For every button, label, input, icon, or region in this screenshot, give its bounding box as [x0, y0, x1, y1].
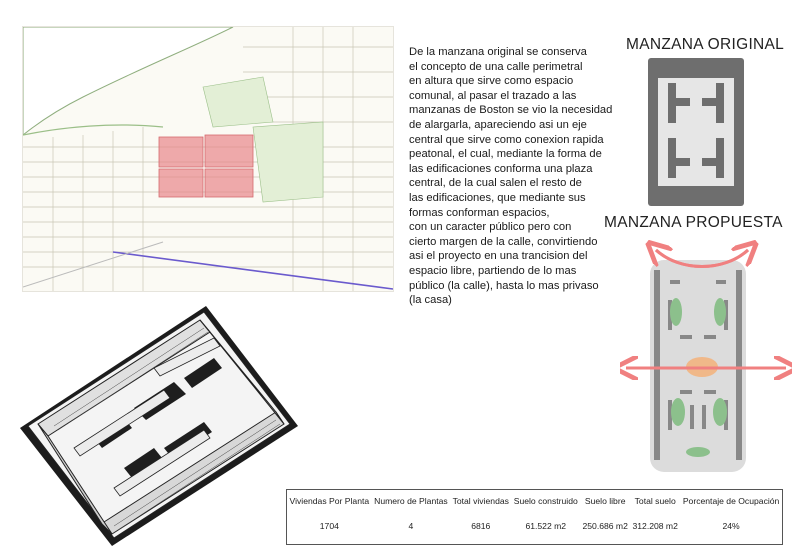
value-viviendas-por-planta: 1704 — [319, 521, 339, 531]
header-suelo-construido: Suelo construido — [513, 496, 578, 506]
title-original-block: MANZANA ORIGINAL — [626, 36, 785, 53]
site-map-drawing — [23, 27, 393, 291]
stats-header-row — [287, 490, 782, 506]
site-map — [22, 26, 394, 292]
value-suelo-construido: 61.522 m2 — [525, 521, 567, 531]
header-suelo-libre: Suelo libre — [584, 496, 626, 506]
header-numero-de-plantas: Numero de Plantas — [374, 496, 448, 506]
project-description: De la manzana original se conserva el concepto de una calle perimetral en altura que sirve como espacio comunal, al pasar el trazado a las manzanas de Boston se vio la necesidad de alargarla, apareciendo asi un eje central que sirve como conexion rapida peatonal, el cual, mediante la forma de las edificaciones conforma una plaza central, de la cual salen el resto de las edificaciones, que mediante sus formas conforman espacios, con un caracter público pero con cierto margen de la calle, convirtiendo asi el proyecto en una trancision del espacio libre, partiendo de lo mas público (la calle), hasta lo mas privaso (la casa) — [409, 46, 613, 307]
stats-grid — [287, 490, 782, 531]
original-block-plan — [648, 58, 744, 206]
value-numero-de-plantas: 4 — [408, 521, 414, 531]
title-proposed-block: MANZANA PROPUESTA — [604, 214, 783, 231]
statistics-table — [286, 489, 783, 545]
header-total-viviendas: Total viviendas — [452, 496, 509, 506]
axonometric-view — [14, 298, 304, 546]
stats-value-row — [287, 506, 782, 531]
value-suelo-libre: 250.686 m2 — [582, 521, 628, 531]
header-total-suelo: Total suelo — [634, 496, 676, 506]
proposed-block-plan — [620, 240, 792, 476]
value-porcentaje-ocupacion: 24% — [722, 521, 740, 531]
value-total-suelo: 312.208 m2 — [632, 521, 678, 531]
header-porcentaje-ocupacion: Porcentaje de Ocupación — [682, 496, 780, 506]
header-viviendas-por-planta: Viviendas Por Planta — [289, 496, 370, 506]
value-total-viviendas: 6816 — [471, 521, 491, 531]
